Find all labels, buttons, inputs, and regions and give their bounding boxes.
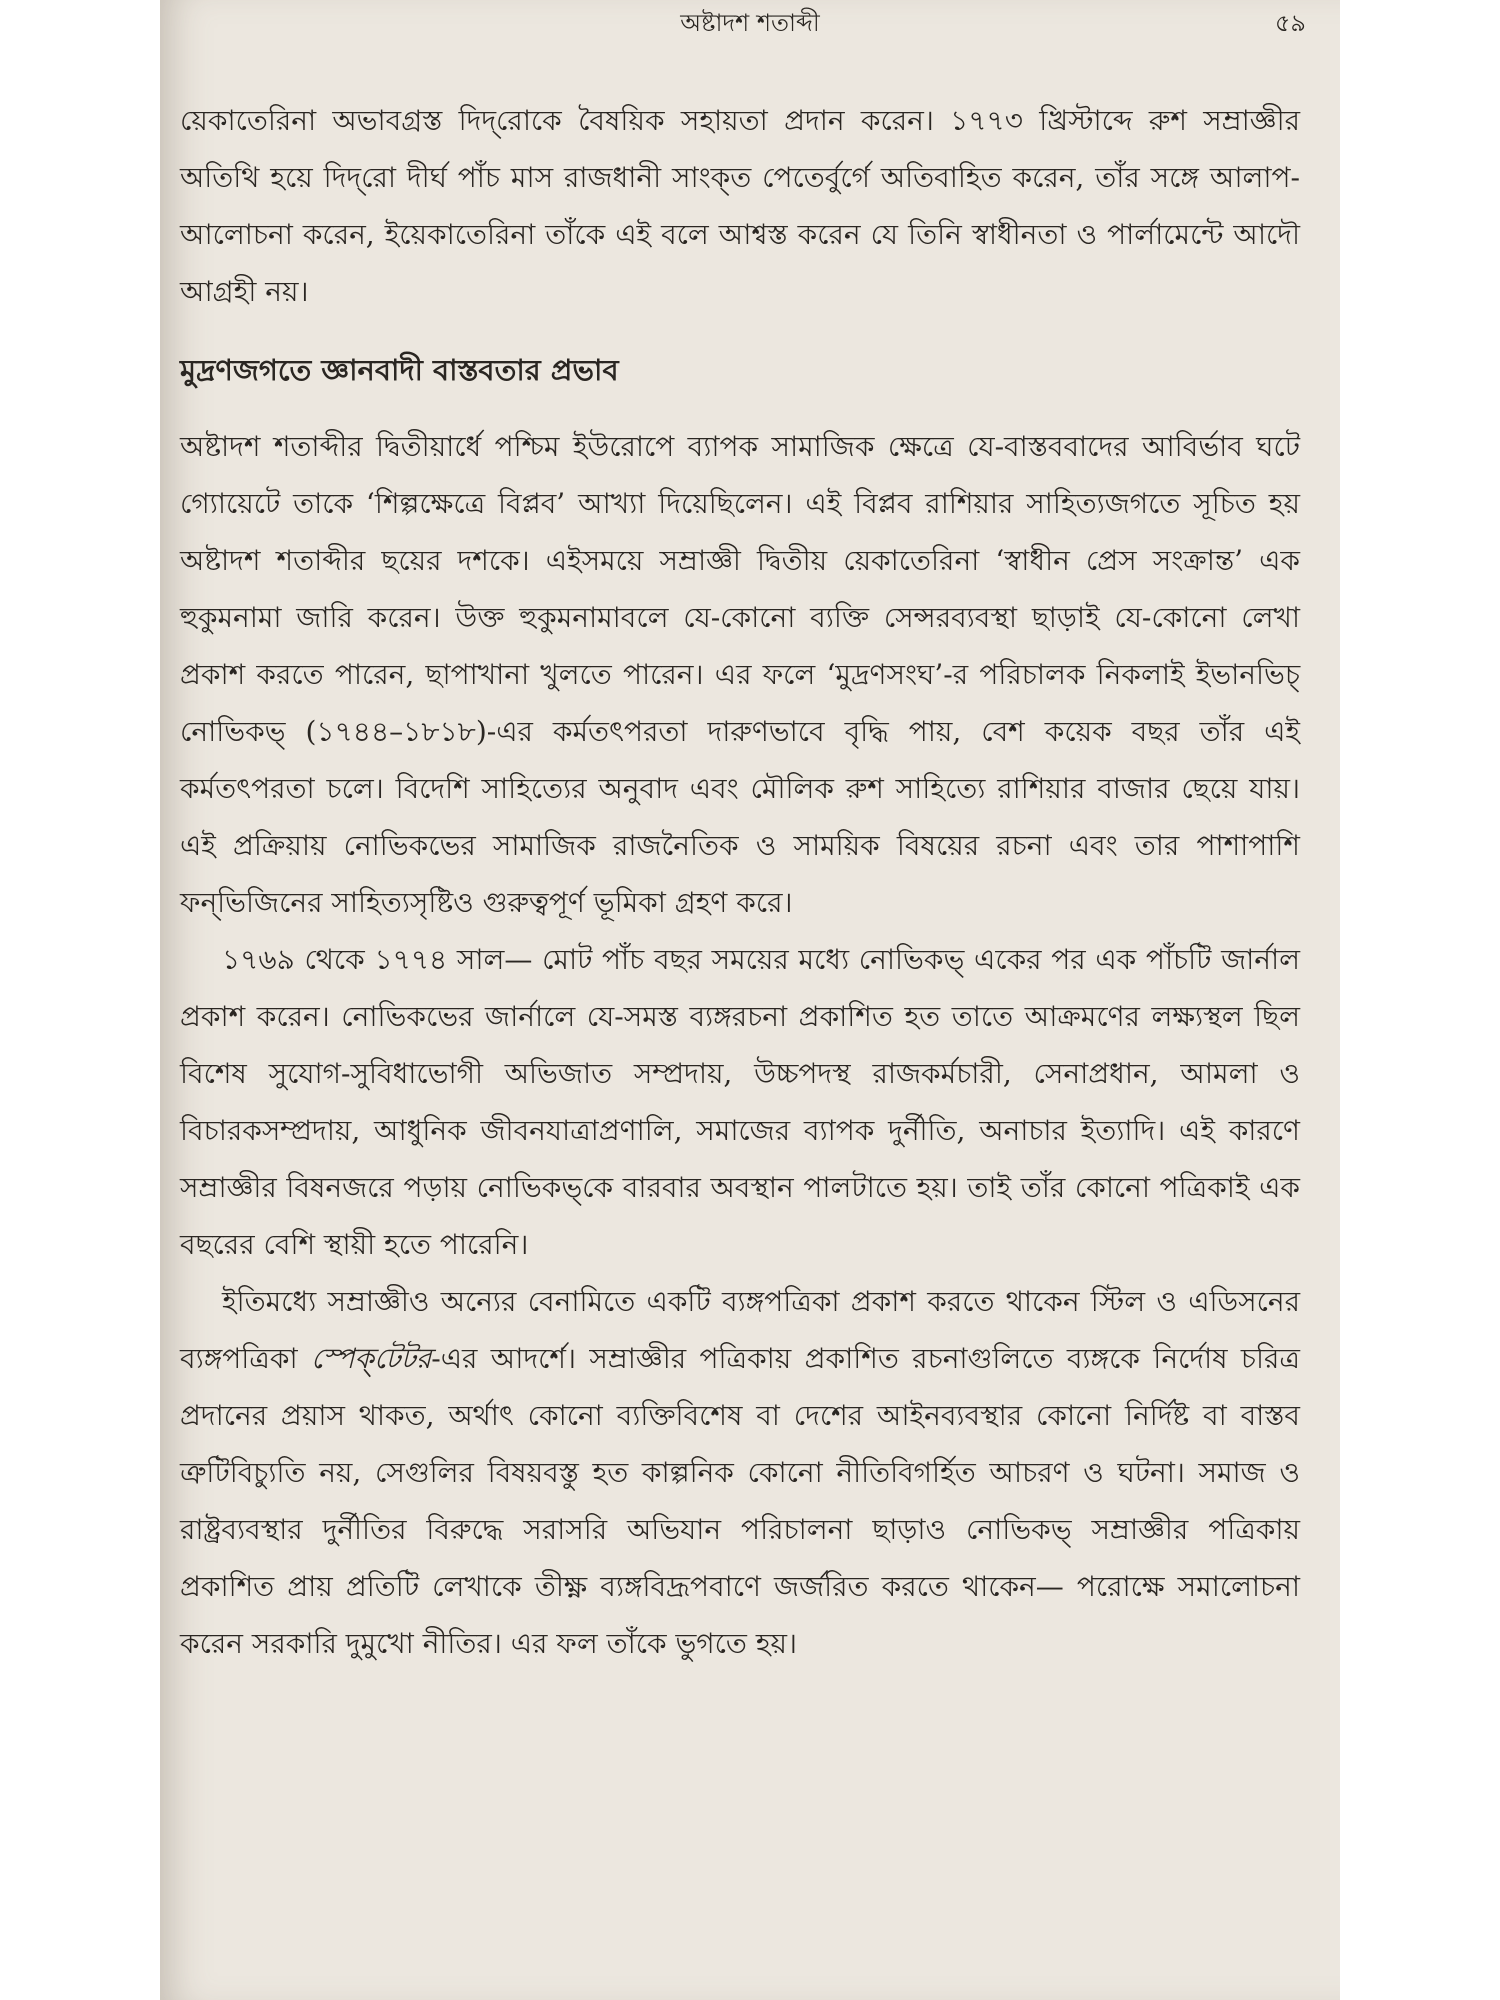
- running-title: অষ্টাদশ শতাব্দী: [680, 9, 820, 37]
- journal-title-spectator: স্পেক্‌টেটর: [310, 1342, 432, 1375]
- book-page: [160, 0, 1340, 2000]
- paragraph-1: য়েকাতেরিনা অভাবগ্রস্ত দিদ্‌রোকে বৈষয়িক সহায়তা প্রদান করেন। ১৭৭৩ খ্রিস্টাব্দে রুশ সম্রাজ্ঞীর অতিথি হয়ে দিদ্‌রো দীর্ঘ পাঁচ মাস রাজধানী সাংক্‌ত পেতের্বুর্গে অতিবাহিত করেন, তাঁর সঙ্গে আলাপ-আলোচনা করেন, ইয়েকাতেরিনা তাঁকে এই বলে আশ্বস্ত করেন যে তিনি স্বাধীনতা ও পার্লামেন্টে আদৌ আগ্রহী নয়।: [180, 104, 1300, 308]
- paragraph-2: অষ্টাদশ শতাব্দীর দ্বিতীয়ার্ধে পশ্চিম ইউরোপে ব্যাপক সামাজিক ক্ষেত্রে যে-বাস্তববাদের আবির্ভাব ঘটে গ্যোয়েটে তাকে ‘শিল্পক্ষেত্রে বিপ্লব’ আখ্যা দিয়েছিলেন। এই বিপ্লব রাশিয়ার সাহিত্যজগতে সূচিত হয় অষ্টাদশ শতাব্দীর ছয়ের দশকে। এইসময়ে সম্রাজ্ঞী দ্বিতীয় য়েকাতেরিনা ‘স্বাধীন প্রেস সংক্রান্ত’ এক হুকুমনামা জারি করেন। উক্ত হুকুমনামাবলে যে-কোনো ব্যক্তি সেন্সরব্যবস্থা ছাড়াই যে-কোনো লেখা প্রকাশ করতে পারেন, ছাপাখানা খুলতে পারেন। এর ফলে ‘মুদ্রণসংঘ’-র পরিচালক নিকলাই ইভানভিচ্‌ নোভিকভ্‌ (১৭৪৪–১৮১৮)-এর কর্মতৎপরতা দারুণভাবে বৃদ্ধি পায়, বেশ কয়েক বছর তাঁর এই কর্মতৎপরতা চলে। বিদেশি সাহিত্যের অনুবাদ এবং মৌলিক রুশ সাহিত্যে রাশিয়ার বাজার ছেয়ে যায়। এই প্রক্রিয়ায় নোভিকভের সামাজিক রাজনৈতিক ও সাময়িক বিষয়ের রচনা এবং তার পাশাপাশি ফন্‌ভিজিনের সাহিত্যসৃষ্টিও গুরুত্বপূর্ণ ভূমিকা গ্রহণ করে।: [180, 430, 1300, 919]
- paragraph-4-text-after: -এর আদর্শে। সম্রাজ্ঞীর পত্রিকায় প্রকাশিত রচনাগুলিতে ব্যঙ্গকে নির্দোষ চরিত্র প্রদানের প্রয়াস থাকত, অর্থাৎ কোনো ব্যক্তিবিশেষ বা দেশের আইনব্যবস্থার কোনো নির্দিষ্ট বা বাস্তব ত্রুটিবিচ্যুতি নয়, সেগুলির বিষয়বস্তু হত কাল্পনিক কোনো নীতিবিগর্হিত আচরণ ও ঘটনা। সমাজ ও রাষ্ট্রব্যবস্থার দুর্নীতির বিরুদ্ধে সরাসরি অভিযান পরিচালনা ছাড়াও নোভিকভ্‌ সম্রাজ্ঞীর পত্রিকায় প্রকাশিত প্রায় প্রতিটি লেখাকে তীক্ষ্ণ ব্যঙ্গবিদ্রূপবাণে জর্জরিত করতে থাকেন— পরোক্ষে সমালোচনা করেন সরকারি দুমুখো নীতির। এর ফল তাঁকে ভুগতে হয়।: [180, 1342, 1300, 1660]
- section-heading: মুদ্রণজগতে জ্ঞানবাদী বাস্তবতার প্রভাব: [180, 353, 619, 387]
- paragraph-4-text-before: ইতিমধ্যে সম্রাজ্ঞীও অন্যের বেনামিতে একটি ব্যঙ্গপত্রিকা প্রকাশ করতে থাকেন স্টিল ও এডিসনের ব্যঙ্গপত্রিকা: [180, 1285, 1300, 1375]
- paragraph-3: ১৭৬৯ থেকে ১৭৭৪ সাল— মোট পাঁচ বছর সময়ের মধ্যে নোভিকভ্‌ একের পর এক পাঁচটি জার্নাল প্রকাশ করেন। নোভিকভের জার্নালে যে-সমস্ত ব্যঙ্গরচনা প্রকাশিত হত তাতে আক্রমণের লক্ষ্যস্থল ছিল বিশেষ সুযোগ-সুবিধাভোগী অভিজাত সম্প্রদায়, উচ্চপদস্থ রাজকর্মচারী, সেনাপ্রধান, আমলা ও বিচারকসম্প্রদায়, আধুনিক জীবনযাত্রাপ্রণালি, সমাজের ব্যাপক দুর্নীতি, অনাচার ইত্যাদি। এই কারণে সম্রাজ্ঞীর বিষনজরে পড়ায় নোভিকভ্‌কে বারবার অবস্থান পালটাতে হয়। তাই তাঁর কোনো পত্রিকাই এক বছরের বেশি স্থায়ী হতে পারেনি।: [180, 943, 1300, 1261]
- running-header: [160, 6, 1340, 40]
- body-text: [180, 92, 1300, 1672]
- paragraph-4: [180, 1273, 1300, 1672]
- page-number: ৫৯: [1274, 9, 1306, 37]
